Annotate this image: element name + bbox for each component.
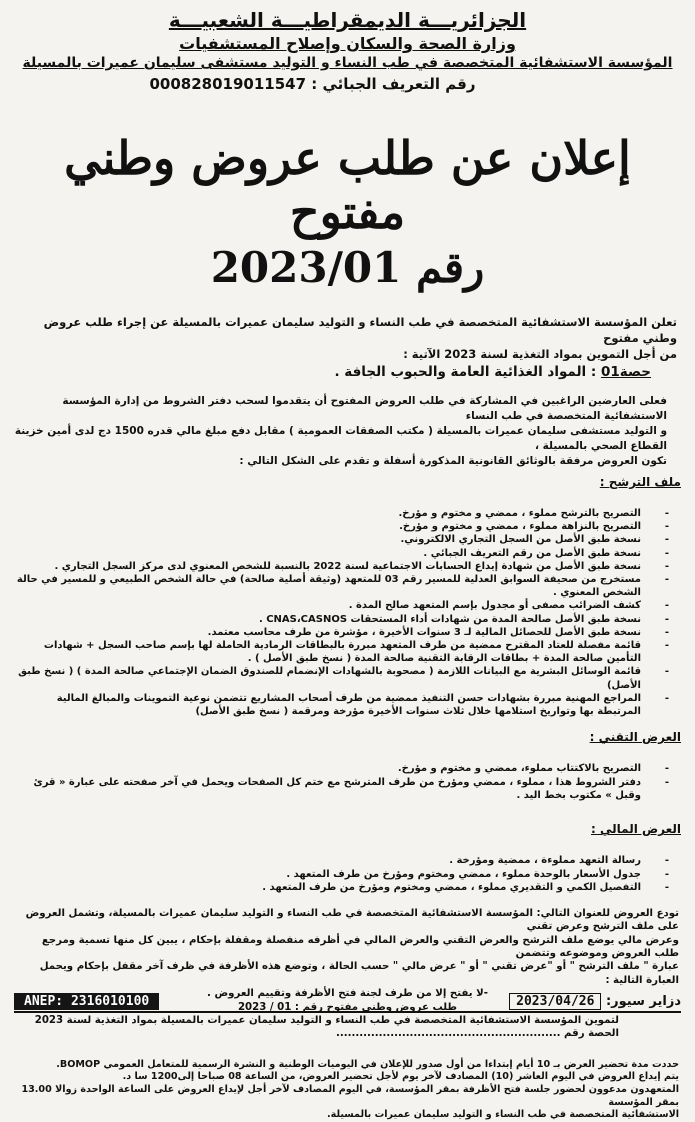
list-item: - التصريح بالاكتتاب مملوء، ممضي و مختوم و مؤرخ. [14, 762, 641, 775]
tax-id-line [14, 75, 681, 93]
list-item: - دفتر الشروط هذا ، مملوء ، ممضي ومؤرخ من طرف المترشح مع ختم كل الصفحات ويحمل في آخر صفحته على عبارة « قرئ وقبل » مكتوب بخط اليد . [14, 776, 641, 803]
candidature-title: ملف الترشح : [599, 475, 681, 489]
deadlines-paragraph [14, 1059, 681, 1122]
footer-rule [14, 1011, 681, 1013]
deadline-line: حددت مدة تحضير العرض بـ 10 أيام إبتداءا من أول صدور للإعلان في اليوميات الوطنية و النشرة الرسمية للمتعامل العمومي BOMOP. [56, 1058, 679, 1070]
lot-text: : المواد الغذائية العامة والحبوب الجافة . [334, 364, 597, 380]
deadline-line: المتعهدون مدعوون لحضور جلسة فتح الأظرفة بمقر المؤسسة، في اليوم المصادف لآخر أجل لإيداع العروض على الساعة الواحدة زوالا 13.00 بمقر المؤسسة [21, 1083, 679, 1108]
deadline-line: يتم إيداع العروض في اليوم العاشر (10) المصادف لآخر يوم لأجل تحضير العروض، من الساعة 08 صباحا إلى1200 سا د. [122, 1071, 679, 1083]
list-item: - قائمة مفصلة للعتاد المقترح ممضية من طرف المتعهد مبررة بالبطاقات الرمادية الحاملة لها بإسم صاحب السجل + شهادات التأمين صالحة المدة + بطاقات الرقابة التقنية صالحة المدة ( نسخ طبق الأصل ) . [14, 639, 641, 665]
list-item: - نسخة طبق الأصل للحصائل المالية لـ 3 سنوات الأخيرة ، مؤشرة من طرف محاسب معتمد. [14, 626, 641, 639]
announcement-page [14, 6, 681, 1121]
lot-number: حصة01 [600, 364, 651, 380]
submission-line: -لا يفتح إلا من طرف لجنة فتح الأظرفة وتقييم العروض . [207, 988, 488, 1000]
publication-footer [14, 992, 681, 1010]
title-line-2: رقم 2023/01 [210, 243, 485, 292]
financial-offer-list [14, 854, 681, 894]
instructions-line: و التوليد مستشفى سليمان عميرات بالمسيلة ( مكتب الصفقات العمومية ) مقابل دفع مبلغ مالي قدره 1500 دج لدى أمين خزينة القطاع الصحي بالمسيلة ، [14, 425, 667, 452]
tax-id-value: 000828019011547 [149, 75, 307, 93]
technical-offer-list [14, 762, 681, 802]
technical-offer-title: العرض التقني : [589, 730, 681, 745]
submission-line: طلب عروض وطني مفتوح رقم : 01 / 2023 [237, 1001, 458, 1013]
list-item: - جدول الأسعار بالوحدة مملوء ، ممضي ومختوم ومؤرخ من طرف المتعهد . [14, 868, 641, 881]
financial-offer-title: العرض المالي : [591, 822, 681, 837]
submission-line: تودع العروض للعنوان التالي: المؤسسة الاستشفائية المتخصصة في طب النساء و التوليد سليمان عميرات بالمسيلة، وتشمل العروض على ملف الترشح وعرض تقني [25, 907, 679, 933]
submission-line: وعرض مالي يوضع ملف الترشح والعرض التقني والعرض المالي في أظرفه منفصلة ومقفلة بإحكام ، يبين كل منها تسمية ومرجع طلب العروض وموضوعه وتتضمن [41, 934, 679, 959]
intro-line: تعلن المؤسسة الاستشفائية المتخصصة في طب النساء و التوليد سليمان عميرات بالمسيلة عن إجراء طلب عروض وطني مفتوح [43, 315, 677, 345]
list-item: - قائمة الوسائل البشرية مع البيانات اللازمة ( مصحوبة بالشهادات الإنضمام للصندوق الضمان الإجتماعي صالحة المدة ) ( نسخ طبق الأصل) [14, 665, 641, 691]
deadline-line: الاستشفائية المتخصصة في طب النساء و التوليد سليمان عميرات بالمسيلة. [326, 1109, 679, 1121]
lot-line [14, 364, 681, 380]
republic-name: الجزائريـــة الديمقراطيـــة الشعبيـــة [168, 8, 527, 32]
letterhead [14, 8, 681, 93]
candidature-list [14, 507, 681, 718]
newspaper-name: دزاير سيور: [605, 993, 681, 1009]
list-item: - نسخة طبق الأصل من رقم التعريف الجبائي . [14, 547, 641, 560]
list-item: - كشف الضرائب مصفى أو مجدول بإسم المتعهد صالح المدة . [14, 599, 641, 612]
instructions-line: تكون العروض مرفقة بالوثائق القانونية المذكورة أسفلة و تقدم على الشكل التالي : [239, 455, 667, 467]
list-item: - رسالة التعهد مملوءة ، ممضية ومؤرخة . [14, 854, 641, 867]
ministry-name: وزارة الصحة والسكان وإصلاح المستشفيات [179, 34, 516, 53]
publication-date: 2023/04/26 [509, 993, 601, 1010]
list-item: - المراجع المهنية مبررة بشهادات حسن التنفيذ ممضية من طرف أصحاب المشاريع تتضمن نوعية التموينات والمبالغ المالية المرتبطة بها وتواريخ استلامها خلال ثلاث سنوات الأخيرة مؤرخة ومرقمة ( نسخ طبق الأصل) [14, 692, 641, 718]
submission-line: لتموين المؤسسة الاستشفائية المتخصصة في طب النساء و التوليد سليمان عميرات بالمسيلة بمواد التغذية لسنة 2023 [34, 1014, 619, 1026]
title-line-1: إعلان عن طلب عروض وطني مفتوح [64, 131, 631, 239]
submission-line: عبارة " ملف الترشح " أو "عرض تقني " أو " عرض مالي " حسب الحالة ، وتوضع هذه الأظرفة في ظرف آخر مقفل بإحكام ويحمل العبارة التالية : [39, 961, 679, 986]
submission-line: الحصة رقم .......................................................... [336, 1028, 619, 1040]
announcement-title [14, 131, 681, 292]
list-item: - مستخرج من صحيفة السوابق العدلية للمسير رقم 03 للمتعهد (وثيقة أصلية صالحة) في حالة الشخص الطبيعي و للمسير في حالة الشخص المعنوي . [14, 573, 641, 599]
list-item: - التصريح بالترشح مملوء ، ممضي و مختوم و مؤرخ. [14, 507, 641, 520]
list-item: - نسخة طبق الأصل من شهادة إيداع الحسابات الاجتماعية لسنة 2022 بالنسبة للشخص المعنوي لدى مركز السجل التجاري . [14, 560, 641, 573]
intro-paragraph [14, 314, 681, 362]
instructions-paragraph [14, 394, 681, 469]
list-item: - نسخة طبق الأصل صالحة المدة من شهادات أداء المستحقات CNAS،CASNOS . [14, 613, 641, 626]
intro-line: من أجل التموين بمواد التغذية لسنة 2023 الآتية : [403, 347, 677, 361]
list-item: - التفصيل الكمي و التقديري مملوء ، ممضي ومختوم ومؤرخ من طرف المتعهد . [14, 881, 641, 894]
list-item: - نسخة طبق الأصل من السجل التجاري الالكتروني. [14, 533, 641, 546]
anep-reference: ANEP: 2316010100 [14, 993, 159, 1010]
list-item: - التصريح بالنزاهة مملوء ، ممضي و مختوم و مؤرخ. [14, 520, 641, 533]
instructions-line: فعلى العارضين الراغبين في المشاركة في طلب العروض المفتوح أن يتقدموا لسحب دفتر الشروط من إدارة المؤسسة الاستشفائية المتخصصة في طب النساء [62, 395, 667, 422]
tax-id-label: رقم التعريف الجبائي : [311, 75, 476, 93]
institution-name: المؤسسة الاستشفائية المتخصصة في طب النساء و التوليد مستشفى سليمان عميرات بالمسيلة [22, 55, 673, 71]
newspaper-date [509, 994, 681, 1009]
submission-paragraph [14, 907, 681, 1041]
